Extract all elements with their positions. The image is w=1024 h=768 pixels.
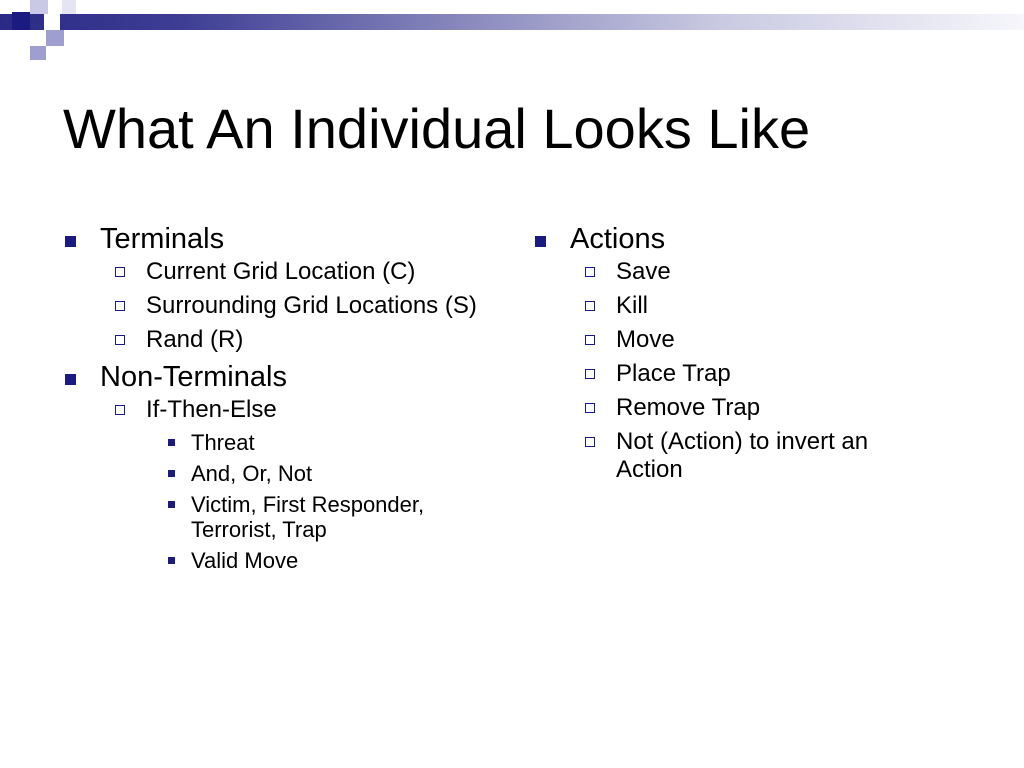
hollow-square-icon bbox=[585, 267, 595, 277]
hollow-square-icon bbox=[585, 369, 595, 379]
left-column bbox=[62, 222, 502, 579]
decorative-square bbox=[62, 0, 76, 14]
list-item bbox=[570, 326, 932, 354]
hollow-square-icon bbox=[115, 301, 125, 311]
list-item-label: Remove Trap bbox=[616, 394, 761, 421]
list-item bbox=[570, 394, 932, 422]
list-item bbox=[146, 548, 502, 573]
decorative-square bbox=[30, 30, 46, 46]
list-item bbox=[570, 292, 932, 320]
hollow-square-icon bbox=[585, 437, 595, 447]
list-item bbox=[570, 258, 932, 286]
list-item bbox=[146, 430, 502, 455]
list-item-label: Current Grid Location (C) bbox=[146, 258, 416, 285]
hollow-square-icon bbox=[585, 335, 595, 345]
list-item bbox=[100, 326, 502, 354]
decorative-square bbox=[30, 46, 46, 60]
list-item-label: Rand (R) bbox=[146, 326, 244, 353]
list-item bbox=[570, 428, 932, 484]
hollow-square-icon bbox=[115, 267, 125, 277]
list-item-label: Place Trap bbox=[616, 360, 731, 387]
bullet-list bbox=[62, 222, 502, 573]
list-item-non-terminals bbox=[62, 360, 502, 573]
list-item-label: Not (Action) to invert an Action bbox=[616, 428, 869, 483]
filled-square-icon bbox=[65, 374, 76, 385]
list-item bbox=[570, 360, 932, 388]
list-item-label: Terminals bbox=[100, 223, 225, 255]
list-item-label: Victim, First Responder, Terrorist, Trap bbox=[191, 492, 425, 542]
list-item-label: If-Then-Else bbox=[146, 396, 277, 423]
list-item-label: Save bbox=[616, 258, 671, 285]
hollow-square-icon bbox=[585, 301, 595, 311]
small-filled-square-icon bbox=[168, 501, 175, 508]
decorative-square bbox=[30, 0, 48, 14]
sub-list bbox=[100, 258, 502, 354]
list-item-label: Threat bbox=[191, 430, 255, 455]
filled-square-icon bbox=[65, 236, 76, 247]
list-item-label: Valid Move bbox=[191, 548, 299, 573]
list-item-label: Non-Terminals bbox=[100, 361, 287, 393]
sub-list bbox=[570, 258, 932, 484]
list-item-actions bbox=[532, 222, 932, 484]
small-filled-square-icon bbox=[168, 439, 175, 446]
decorative-square bbox=[12, 12, 30, 30]
slide-title: What An Individual Looks Like bbox=[63, 97, 811, 160]
header-gradient-band bbox=[0, 14, 1024, 30]
small-filled-square-icon bbox=[168, 470, 175, 477]
list-item-label: Surrounding Grid Locations (S) bbox=[146, 292, 477, 319]
list-item-label: And, Or, Not bbox=[191, 461, 313, 486]
decorative-square bbox=[46, 30, 64, 46]
list-item-label: Move bbox=[616, 326, 675, 353]
list-item bbox=[100, 396, 502, 573]
right-column bbox=[532, 222, 932, 490]
small-filled-square-icon bbox=[168, 557, 175, 564]
hollow-square-icon bbox=[115, 335, 125, 345]
list-item bbox=[146, 461, 502, 486]
hollow-square-icon bbox=[115, 405, 125, 415]
list-item-terminals bbox=[62, 222, 502, 354]
filled-square-icon bbox=[535, 236, 546, 247]
sub-list bbox=[100, 396, 502, 573]
hollow-square-icon bbox=[585, 403, 595, 413]
list-item-label: Actions bbox=[570, 223, 666, 255]
bullet-list bbox=[532, 222, 932, 484]
list-item bbox=[146, 492, 502, 542]
sub-sub-list bbox=[146, 430, 502, 573]
decorative-square bbox=[44, 14, 60, 30]
list-item bbox=[100, 258, 502, 286]
list-item-label: Kill bbox=[616, 292, 649, 319]
list-item bbox=[100, 292, 502, 320]
